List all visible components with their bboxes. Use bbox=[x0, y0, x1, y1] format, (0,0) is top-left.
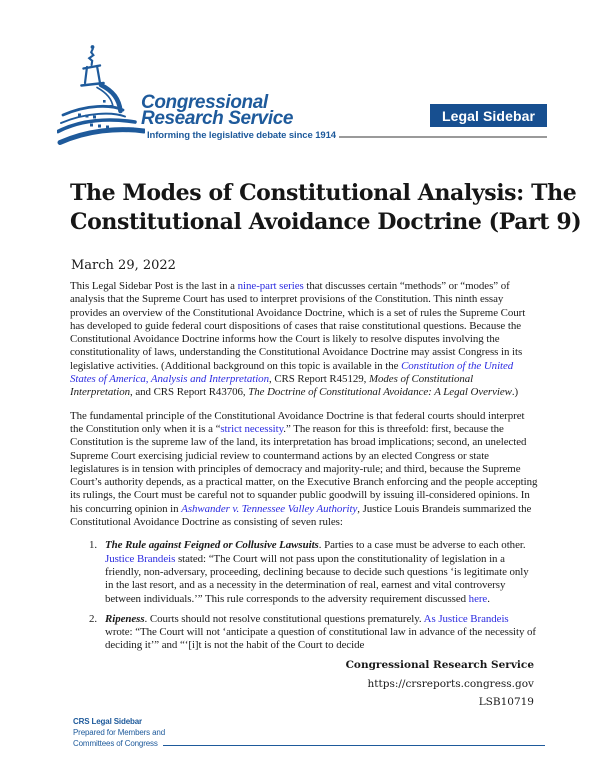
crs-logo-line2: Research Service bbox=[141, 107, 294, 129]
page-title-line1: The Modes of Constitutional Analysis: The bbox=[70, 180, 577, 206]
text-link[interactable]: Ashwander v. Tennessee Valley Authority bbox=[181, 502, 358, 515]
text-link[interactable]: strict necessity bbox=[220, 422, 284, 435]
text-run: . bbox=[487, 592, 490, 605]
body-paragraph-1 bbox=[70, 280, 538, 400]
crs-logo-wordmark bbox=[141, 92, 294, 129]
text-run: The Rule against Feigned or Collusive Lawsuits bbox=[105, 539, 319, 552]
text-run: The fundamental principle of the Constitutional Avoidance Doctrine is that federal courts should interpret the Constitution only when it is a “ bbox=[70, 409, 525, 435]
text-link[interactable]: Justice Brandeis bbox=[105, 552, 176, 565]
text-run: that discusses certain “methods” or “modes” of analysis that the Supreme Court has used to interpret provisions of the Constitution. This ninth essay provides an overview of the Constitutional Avoidance Doctrine, which is a set of rules the Supreme Court has developed to guide federal court dispositions of cases that raise constitutional questions. Because the Constitutional Avoidance Doctrine informs how the Court is likely to resolve disputes involving the constitutionality of laws, understanding the Constitutional Avoidance Doctrine may assist Congress in its legislative activities. (Additional background on this topic is available in the bbox=[70, 280, 526, 372]
crs-tagline: Informing the legislative debate since 1914 bbox=[147, 130, 336, 141]
text-run: stated: “The Court will not pass upon the constitutionality of legislation in a friendly, non-adversary, proceeding, declining because to decide such questions ‘is legitimate only in the last resort, and as a necessity in the determination of real, earnest and vital controversy between individuals.’” This rule corresponds to the adversity requirement discussed bbox=[105, 552, 529, 605]
list-number-1: 1. bbox=[89, 539, 98, 552]
list-number-2: 2. bbox=[89, 612, 98, 625]
capitol-dome-icon bbox=[57, 31, 145, 147]
crs-logo-line1: Congressional bbox=[141, 92, 268, 113]
footer-url: https://crsreports.congress.gov bbox=[367, 677, 534, 690]
footnote-title: CRS Legal Sidebar bbox=[73, 717, 143, 726]
text-run: Ripeness bbox=[105, 612, 145, 625]
body-paragraph-2 bbox=[70, 410, 538, 530]
footnote-divider bbox=[163, 745, 545, 746]
document-body bbox=[70, 280, 538, 660]
text-run: .” The reason for this is threefold: first, because the Constitution is the supreme law of the land, its interpretation has broad implications; second, an unelected Supreme Court exercising judicial review to countermand actions by an elected Congress or state legislatures is in tension with principles of democracy and majority-rule; and third, because the Supreme Court’s authority depends, as a practical matter, on the Executive Branch enforcing and the people accepting its rulings, the Court must be careful not to squander public goodwill by issuing ill-considered opinions. In his concurring opinion in bbox=[70, 422, 538, 515]
text-link[interactable]: Constitution of the United States of America, Analysis and Interpretation bbox=[70, 359, 514, 386]
page-title bbox=[70, 179, 581, 237]
text-run: .) bbox=[511, 386, 519, 399]
list-item-1 bbox=[70, 539, 538, 605]
text-run: . Courts should not resolve constitutional questions prematurely. bbox=[144, 612, 424, 625]
footnote-line2: Prepared for Members and bbox=[73, 728, 166, 737]
text-run: This Legal Sidebar Post is the last in a bbox=[70, 280, 238, 292]
text-run: . Parties to a case must be adverse to each other. bbox=[318, 539, 526, 552]
text-link[interactable]: here bbox=[468, 592, 488, 605]
footnote-block bbox=[73, 716, 545, 749]
document-date: March 29, 2022 bbox=[71, 258, 176, 273]
list-item-2 bbox=[70, 613, 538, 653]
legal-sidebar-badge: Legal Sidebar bbox=[430, 104, 547, 127]
text-link[interactable]: nine-part series bbox=[237, 280, 304, 292]
document-footer bbox=[70, 656, 534, 712]
footer-doc-id: LSB10719 bbox=[478, 696, 534, 708]
text-run: , and CRS Report R43706, bbox=[130, 386, 249, 399]
text-run: The Doctrine of Constitutional Avoidance: A Legal Overview bbox=[248, 386, 512, 399]
text-link[interactable]: As Justice Brandeis bbox=[423, 612, 509, 625]
footer-org: Congressional Research Service bbox=[345, 659, 534, 671]
text-run: , Justice Louis Brandeis summarized the Constitutional Avoidance Doctrine as consisting of seven rules: bbox=[70, 502, 532, 529]
text-run: Modes of Constitutional Interpretation bbox=[70, 373, 474, 399]
header-divider bbox=[339, 136, 547, 138]
list-item-2-text bbox=[105, 613, 536, 652]
text-run: wrote: “The Court will not ‘anticipate a question of constitutional law in advance of the necessity of deciding it’” and “‘[i]t is not the habit of the Court to decide bbox=[105, 626, 537, 652]
page-title-line2: Constitutional Avoidance Doctrine (Part 9) bbox=[70, 209, 582, 235]
footnote-line3: Committees of Congress bbox=[73, 739, 158, 748]
list-item-1-text bbox=[105, 539, 529, 604]
text-run: , CRS Report R45129, bbox=[268, 373, 369, 386]
